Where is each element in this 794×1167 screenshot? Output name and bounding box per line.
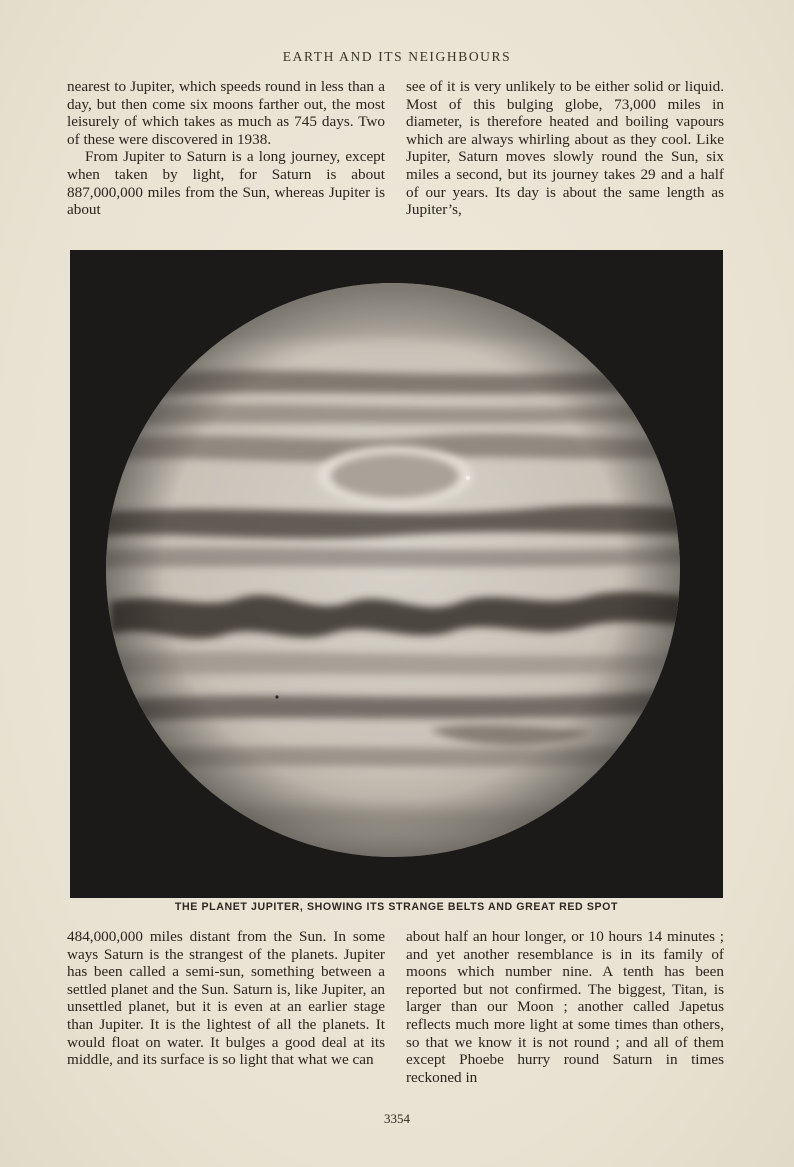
top-left-column xyxy=(67,78,385,219)
paragraph: nearest to Jupiter, which speeds round in less than a day, but then come six moons farther out, the most leisurely of which takes as much as 745 days. Two of these were discovered in 1938. xyxy=(67,78,385,148)
paragraph: about half an hour longer, or 10 hours 14 minutes ; and yet another resemblance is in its family of moons which number nine. A tenth has been reported but not confirmed. The biggest, Titan, is larger than our Moon ; another called Japetus reflects much more light at some times than others, so that we know it is not round ; and all of them except Phoebe hurry round Saturn in times reckoned in xyxy=(406,928,724,1086)
paragraph: 484,000,000 miles distant from the Sun. In some ways Saturn is the strangest of the planets. Jupiter has been called a semi-sun, something between a settled planet and the Sun. Saturn is, like Jupiter, an unsettled planet, but it is even at an earlier stage than Jupiter. It is the lightest of all the planets. It would float on water. It bulges a good deal at its middle, and its surface is so light that what we can xyxy=(67,928,385,1069)
top-right-column xyxy=(406,78,724,219)
jupiter-illustration xyxy=(70,250,723,898)
page-number: 3354 xyxy=(384,1111,410,1126)
bottom-left-column xyxy=(67,928,385,1069)
jupiter-drawing xyxy=(70,250,723,898)
figure-caption: THE PLANET JUPITER, SHOWING ITS STRANGE BELTS AND GREAT RED SPOT xyxy=(174,901,619,913)
paragraph: see of it is very unlikely to be either solid or liquid. Most of this bulging globe, 73,000 miles in diameter, is therefore heated and boiling vapours which are always whirling about as they cool. Like Jupiter, Saturn moves slowly round the Sun, six miles a second, but its journey takes 29 and a half of our years. Its day is about the same length as Jupiter’s, xyxy=(406,78,724,219)
running-head: EARTH AND ITS NEIGHBOURS xyxy=(282,49,512,64)
bottom-right-column xyxy=(406,928,724,1086)
paragraph: From Jupiter to Saturn is a long journey, except when taken by light, for Saturn is about 887,000,000 miles from the Sun, whereas Jupiter is about xyxy=(67,148,385,219)
